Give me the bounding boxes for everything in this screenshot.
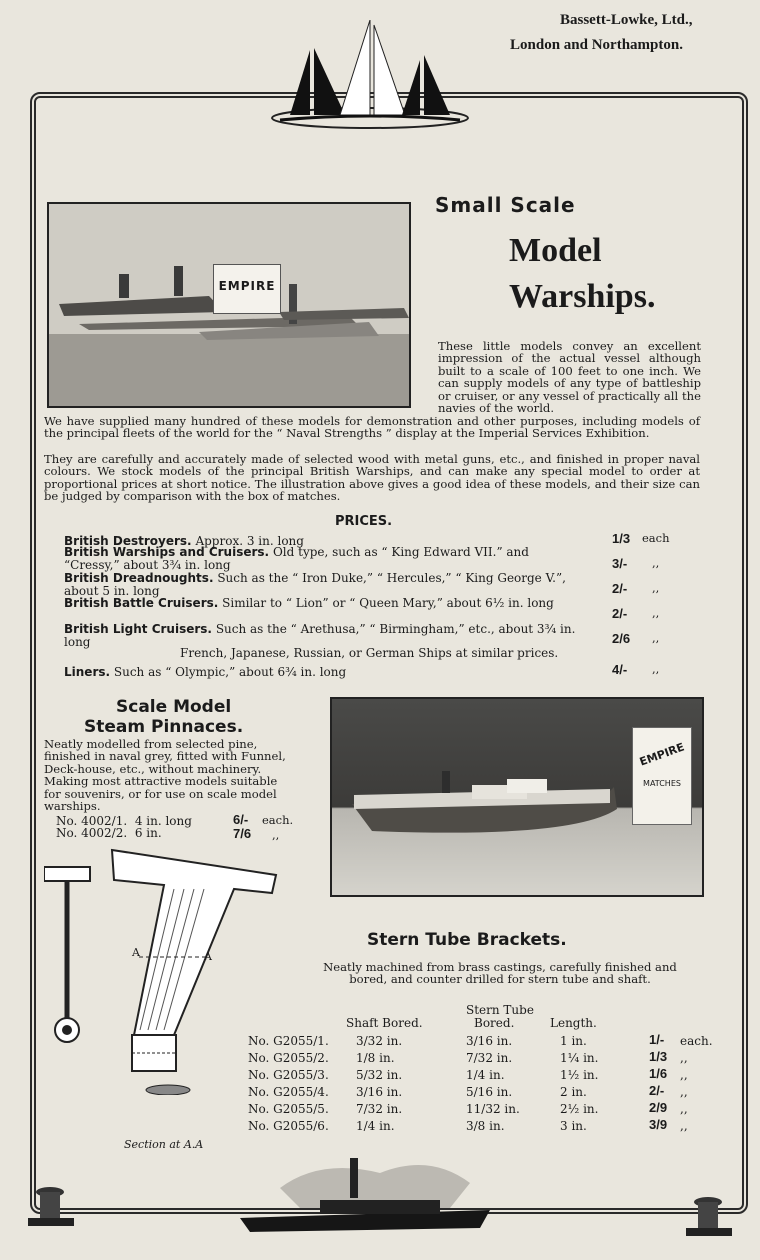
col-length-header: Length. bbox=[550, 1016, 597, 1030]
bracket-unit: each. bbox=[680, 1034, 713, 1048]
price-item-name: British Light Cruisers. bbox=[64, 622, 212, 636]
bracket-unit: ,, bbox=[680, 1085, 688, 1099]
bracket-shaft: 5/32 in. bbox=[356, 1068, 403, 1082]
warships-photo bbox=[47, 202, 411, 408]
price-unit: ,, bbox=[652, 631, 660, 645]
bracket-length: 3 in. bbox=[560, 1119, 587, 1133]
bracket-no: No. G2055/3. bbox=[248, 1068, 329, 1082]
pinnaces-desc: Neatly modelled from selected pine, finished in naval grey, fitted with Funnel, Deck-house, etc., without machinery. Making most attractive models suitable for souvenirs, or for use on scale model warships. bbox=[44, 737, 286, 814]
pinnace-unit: each. bbox=[262, 813, 294, 827]
bollard-icon bbox=[26, 1182, 76, 1230]
bracket-length: 2½ in. bbox=[560, 1102, 599, 1116]
price-unit: ,, bbox=[652, 606, 660, 620]
price-item-name: British Dreadnoughts. bbox=[64, 571, 214, 585]
warships-kicker: Small Scale bbox=[435, 193, 576, 217]
price-item-name: British Battle Cruisers. bbox=[64, 596, 219, 610]
price-item-desc: Such as the “ Iron Duke,” “ Hercules,” “ King George V.”, about 5 in. long bbox=[64, 571, 566, 598]
bracket-stern: 5/16 in. bbox=[466, 1085, 513, 1099]
bracket-stern: 1/4 in. bbox=[466, 1068, 505, 1082]
section-caption: Section at A.A bbox=[124, 1138, 204, 1151]
price-unit: ,, bbox=[652, 556, 660, 570]
matchbox-sublabel: MATCHES bbox=[643, 779, 681, 788]
bracket-price: 3/9 bbox=[649, 1117, 668, 1132]
bracket-shaft: 3/32 in. bbox=[356, 1034, 403, 1048]
warships-para-2: They are carefully and accurately made of selected wood with metal guns, etc., and finished in proper naval colours. We stock models of the principal British Warships, and can make any special model to order at proportional prices at short notice. The illustration above gives a good idea of these models, and their size can be judged by comparison with the box of matches. bbox=[44, 452, 700, 504]
col-stern-header: Bored. bbox=[474, 1016, 515, 1030]
price-value: 4/- bbox=[612, 662, 628, 677]
price-item-desc: Similar to “ Lion” or “ Queen Mary,” about 6½ in. long bbox=[222, 596, 554, 610]
publisher-location: London and Northampton. bbox=[510, 37, 683, 53]
brackets-title: Stern Tube Brackets. bbox=[367, 930, 567, 950]
bracket-no: No. G2055/1. bbox=[248, 1034, 329, 1048]
bollard-icon bbox=[684, 1192, 734, 1240]
price-item-name: British Destroyers. bbox=[64, 534, 192, 548]
price-unit: ,, bbox=[652, 581, 660, 595]
bracket-price: 1/- bbox=[649, 1032, 665, 1047]
price-row bbox=[64, 597, 584, 610]
warships-title-2: Warships. bbox=[509, 278, 656, 315]
sailboats-illustration bbox=[270, 20, 470, 130]
price-value: 2/6 bbox=[612, 631, 631, 646]
pinnace-row bbox=[56, 826, 162, 840]
warships-title-1: Model bbox=[509, 232, 602, 269]
price-row bbox=[64, 665, 584, 679]
bracket-unit: ,, bbox=[680, 1102, 688, 1116]
bracket-stern: 11/32 in. bbox=[466, 1102, 520, 1116]
pinnace-size: 4 in. long bbox=[134, 814, 192, 828]
pinnace-unit: ,, bbox=[272, 828, 280, 842]
bracket-price: 1/3 bbox=[649, 1049, 668, 1064]
warships-intro: These little models convey an excellent impression of the actual vessel although built to a scale of 100 feet to one inch. We can supply models of any type of battleship or cruiser, or any vessel of practically all the navies of the world. bbox=[438, 339, 701, 416]
col-shaft-header: Shaft Bored. bbox=[346, 1016, 423, 1030]
bracket-no: No. G2055/4. bbox=[248, 1085, 329, 1099]
price-row bbox=[64, 546, 584, 572]
bracket-length: 1½ in. bbox=[560, 1068, 599, 1082]
pinnaces-title-2: Steam Pinnaces. bbox=[84, 717, 244, 737]
price-item-name: Liners. bbox=[64, 665, 111, 679]
pinnaces-title-1: Scale Model bbox=[116, 697, 232, 717]
bracket-price: 2/- bbox=[649, 1083, 665, 1098]
pinnace-price: 6/- bbox=[233, 812, 249, 827]
price-unit: each bbox=[642, 531, 670, 545]
warship-vignette bbox=[240, 1148, 500, 1238]
price-unit: ,, bbox=[652, 662, 660, 676]
price-item-desc: Old type, such as “ King Edward VII.” and “Cressy,” about 3¾ in. long bbox=[64, 545, 529, 572]
bracket-price: 1/6 bbox=[649, 1066, 668, 1081]
price-row bbox=[64, 572, 584, 598]
pinnace-photo bbox=[330, 697, 704, 897]
bracket-shaft: 1/4 in. bbox=[356, 1119, 395, 1133]
price-value: 2/- bbox=[612, 606, 628, 621]
prices-heading: PRICES. bbox=[335, 514, 393, 529]
bracket-length: 2 in. bbox=[560, 1085, 587, 1099]
pinnace-price: 7/6 bbox=[233, 826, 252, 841]
bracket-stern: 3/8 in. bbox=[466, 1119, 505, 1133]
matchbox bbox=[213, 264, 281, 314]
price-value: 2/- bbox=[612, 581, 628, 596]
matchbox-label: EMPIRE bbox=[637, 740, 687, 769]
bracket-shaft: 3/16 in. bbox=[356, 1085, 403, 1099]
publisher-name: Bassett-Lowke, Ltd., bbox=[560, 12, 693, 28]
price-note: French, Japanese, Russian, or German Ships at similar prices. bbox=[180, 646, 559, 660]
bracket-unit: ,, bbox=[680, 1051, 688, 1065]
price-item-desc: Such as the “ Arethusa,” “ Birmingham,” etc., about 3¾ in. long bbox=[64, 622, 576, 649]
warships-para-1: We have supplied many hundred of these models for demonstration and other purposes, including models of the principal fleets of the world for the “ Naval Strengths ” display at the Imperial Services Exhibition. bbox=[44, 414, 700, 441]
pinnace-no: No. 4002/1. bbox=[56, 814, 128, 828]
section-label-a: A bbox=[204, 950, 212, 963]
bracket-no: No. G2055/6. bbox=[248, 1119, 329, 1133]
bracket-price: 2/9 bbox=[649, 1100, 668, 1115]
bracket-stern: 7/32 in. bbox=[466, 1051, 513, 1065]
matchbox bbox=[632, 727, 692, 825]
bracket-length: 1¼ in. bbox=[560, 1051, 599, 1065]
bracket-stern: 3/16 in. bbox=[466, 1034, 513, 1048]
price-value: 3/- bbox=[612, 556, 628, 571]
section-label-a: A bbox=[132, 946, 140, 959]
bracket-shaft: 7/32 in. bbox=[356, 1102, 403, 1116]
price-item-desc: Such as “ Olympic,” about 6¾ in. long bbox=[113, 665, 347, 679]
pinnace-size: 6 in. bbox=[134, 826, 162, 840]
bracket-shaft: 1/8 in. bbox=[356, 1051, 395, 1065]
pinnace-no: No. 4002/2. bbox=[56, 826, 128, 840]
col-stern-header: Stern Tube bbox=[466, 1003, 534, 1017]
bracket-no: No. G2055/5. bbox=[248, 1102, 329, 1116]
bracket-length: 1 in. bbox=[560, 1034, 587, 1048]
matchbox-label: EMPIRE bbox=[218, 279, 276, 293]
brackets-desc: Neatly machined from brass castings, carefully finished and bored, and counter drilled for stern tube and shaft. bbox=[323, 960, 677, 987]
bracket-unit: ,, bbox=[680, 1119, 688, 1133]
bracket-no: No. G2055/2. bbox=[248, 1051, 329, 1065]
price-item-name: British Warships and Cruisers. bbox=[64, 545, 270, 559]
price-value: 1/3 bbox=[612, 531, 631, 546]
price-item-desc: Approx. 3 in. long bbox=[195, 534, 304, 548]
bracket-unit: ,, bbox=[680, 1068, 688, 1082]
